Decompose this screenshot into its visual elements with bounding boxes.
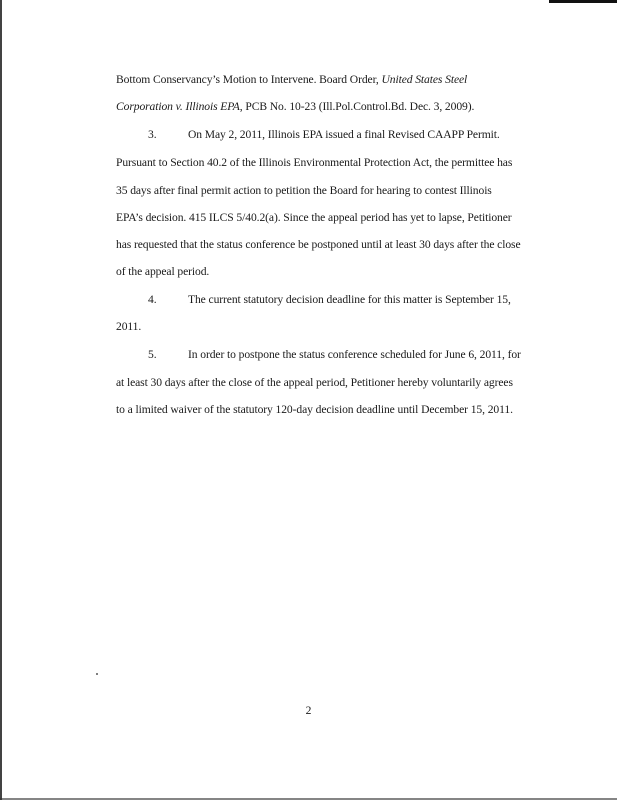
page-number: 2 [305,704,312,717]
scan-artifact-left-edge [0,0,2,800]
paragraph-line: 2011. [116,320,142,333]
paragraph-line: has requested that the status conference be postponed until at least 30 days after the close [116,238,521,251]
paragraph-line: 35 days after final permit action to petition the Board for hearing to contest Illinois [116,184,492,197]
paragraph-line: The current statutory decision deadline for this matter is September 15, [188,293,511,306]
paragraph-number: 4. [148,293,157,306]
continuation-line-1: Bottom Conservancy’s Motion to Intervene. Board Order, United States Steel [116,73,468,86]
paragraph-line: On May 2, 2011, Illinois EPA issued a final Revised CAAPP Permit. [188,128,500,141]
paragraph-number: 3. [148,128,157,141]
paragraph-number: 5. [148,348,157,361]
scan-artifact-top [549,0,617,3]
continuation-line-2: Corporation v. Illinois EPA, PCB No. 10-23 (Ill.Pol.Control.Bd. Dec. 3, 2009). [116,100,475,113]
paragraph-line: at least 30 days after the close of the appeal period, Petitioner hereby voluntarily agrees [116,376,513,389]
paragraph-line: EPA’s decision. 415 ILCS 5/40.2(a). Since the appeal period has yet to lapse, Petitioner [116,211,512,224]
paragraph-line: of the appeal period. [116,265,210,278]
scan-speck [96,673,98,675]
paragraph-line: In order to postpone the status conference scheduled for June 6, 2011, for [188,348,521,361]
paragraph-line: to a limited waiver of the statutory 120-day decision deadline until December 15, 2011. [116,403,513,416]
paragraph-line: Pursuant to Section 40.2 of the Illinois Environmental Protection Act, the permittee has [116,156,513,169]
